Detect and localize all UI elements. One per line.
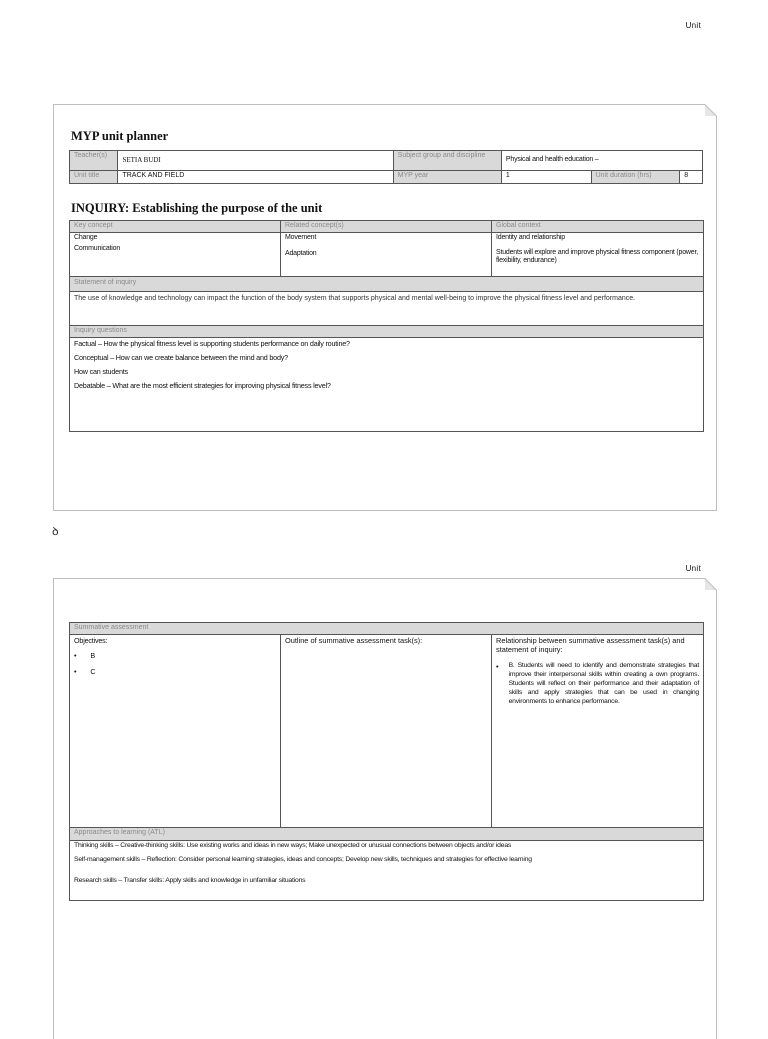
inquiry-question: How can students: [74, 366, 128, 376]
statement-label: Statement of inquiry: [70, 276, 704, 291]
atl-item: Self-management skills – Reflection: Consider personal learning strategies, ideas and concepts; Develop new skills, techniques and strategies for effective learning: [74, 856, 532, 864]
page-fold-corner: [705, 578, 717, 590]
header-unit-label: Unit: [685, 21, 701, 30]
global-context-item: Students will explore and improve physical fitness component (power, flexibility, endurance): [496, 248, 698, 265]
outline-cell: [281, 634, 492, 827]
atl-item: Thinking skills – Creative-thinking skills: Use existing works and ideas in new ways; Make unexpected or unusual connections between objects and/or ideas: [74, 841, 512, 849]
page-fold-corner: [705, 104, 717, 116]
planner-info-table: [69, 150, 703, 184]
related-concepts-cell: [281, 232, 492, 276]
summative-table: [69, 622, 704, 901]
relationship-text: B. Students will need to identify and demonstrate strategies that improve their interpersonal skills within creating a own programs. Students will reflect on their performance and their adaptation of skills and apply strategies that can be used in changing environments to enhance performance.: [508, 662, 700, 705]
statement-text: The use of knowledge and technology can impact the function of the body system that supports physical and mental well-being to improve the physical fitness level and performance.: [70, 291, 704, 325]
outline-label: Outline of summative assessment task(s):: [285, 635, 423, 645]
atl-label: Approaches to learning (ATL): [70, 827, 704, 840]
objectives-cell: [70, 634, 281, 827]
unit-title-value: TRACK AND FIELD: [118, 171, 393, 184]
relationship-item: [496, 662, 699, 706]
questions-cell: [70, 337, 704, 431]
objective-item: [74, 651, 276, 660]
subject-label: Subject group and discipline: [393, 151, 501, 171]
unit-title-label: Unit title: [70, 171, 118, 184]
global-context-label: Global context: [492, 221, 704, 233]
duration-value: 8: [680, 171, 703, 184]
objective-value: B: [90, 650, 95, 660]
global-context-item: Identity and relationship: [496, 233, 565, 241]
inquiry-question: Factual – How the physical fitness level is supporting students performance on daily routine?: [74, 338, 350, 348]
related-concept-item: Adaptation: [285, 249, 317, 257]
subject-value: Physical and health education –: [501, 151, 702, 171]
bullet-icon: •: [74, 650, 77, 660]
relationship-label: Relationship between summative assessment task(s) and statement of inquiry:: [496, 635, 685, 654]
teacher-value: SETIA BUDI: [118, 151, 393, 171]
myp-year-value: 1: [501, 171, 591, 184]
key-concept-item: Change: [74, 233, 98, 241]
global-context-cell: [492, 232, 704, 276]
bullet-icon: •: [496, 662, 499, 672]
relationship-cell: [492, 634, 704, 827]
objective-value: C: [90, 666, 96, 676]
inquiry-table: [69, 220, 704, 432]
inquiry-question: Conceptual – How can we create balance between the mind and body?: [74, 352, 288, 362]
summative-label: Summative assessment: [70, 623, 704, 635]
questions-label: Inquiry questions: [70, 325, 704, 337]
header-unit-label-2: Unit: [685, 564, 701, 573]
related-concept-label: Related concept(s): [281, 221, 492, 233]
objective-item: [74, 667, 276, 676]
inquiry-title: INQUIRY: Establishing the purpose of the unit: [71, 201, 323, 215]
planner-page-1: [53, 104, 717, 511]
planner-title: MYP unit planner: [71, 129, 169, 143]
atl-item: Research skills – Transfer skills: Apply skills and knowledge in unfamiliar situations: [74, 876, 306, 884]
bullet-icon: •: [74, 666, 77, 676]
atl-cell: [70, 840, 704, 900]
myp-year-label: MYP year: [393, 171, 501, 184]
teacher-label: Teacher(s): [70, 151, 118, 171]
paragraph-marker: ꝺ: [52, 526, 59, 538]
objectives-label: Objectives:: [74, 635, 108, 645]
duration-label: Unit duration (hrs): [591, 171, 680, 184]
key-concept-label: Key concept: [70, 221, 281, 233]
planner-page-2: [53, 578, 717, 1039]
inquiry-question: Debatable – What are the most efficient strategies for improving physical fitness level?: [74, 380, 331, 390]
key-concept-item: Communication: [74, 244, 121, 252]
related-concept-item: Movement: [285, 233, 317, 241]
key-concepts-cell: [70, 232, 281, 276]
